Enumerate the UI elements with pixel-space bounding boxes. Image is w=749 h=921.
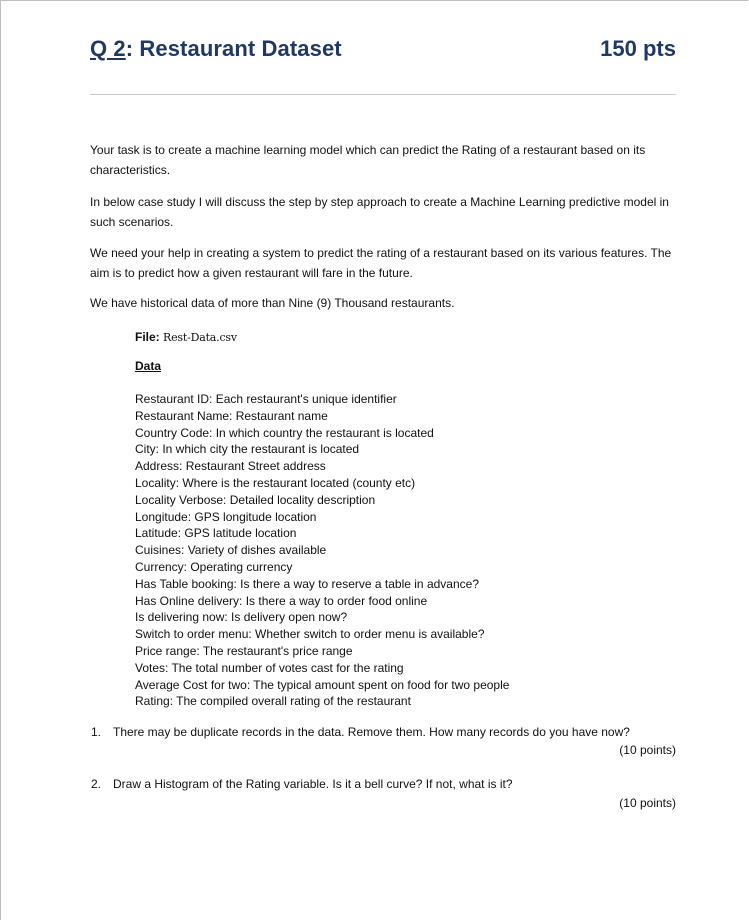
field-item: City: In which city the restaurant is located — [135, 442, 360, 457]
question-title — [90, 36, 342, 62]
field-item: Average Cost for two: The typical amount spent on food for two people — [135, 677, 510, 692]
question-1-points: (10 points) — [619, 743, 676, 757]
field-item: Has Table booking: Is there a way to reserve a table in advance? — [135, 576, 479, 591]
question-header — [90, 34, 676, 64]
question-1-number: 1. — [91, 725, 102, 739]
file-line: File: Rest-Data.csv — [135, 330, 237, 344]
field-item: Locality: Where is the restaurant located (county etc) — [135, 475, 416, 490]
question-title-text: : Restaurant Dataset — [125, 36, 342, 61]
field-item: Has Online delivery: Is there a way to order food online — [135, 593, 428, 608]
intro-paragraph-4: We have historical data of more than Nine (9) Thousand restaurants. — [90, 296, 455, 310]
field-item: Cuisines: Variety of dishes available — [135, 543, 327, 558]
question-2-points: (10 points) — [619, 796, 676, 810]
field-item: Longitude: GPS longitude location — [135, 509, 317, 524]
question-number: Q 2 — [90, 36, 126, 61]
field-item: Restaurant Name: Restaurant name — [135, 408, 328, 423]
question-2-text: Draw a Histogram of the Rating variable. Is it a bell curve? If not, what is it? — [113, 777, 513, 791]
field-item: Country Code: In which country the restaurant is located — [135, 425, 434, 440]
field-list — [135, 391, 509, 710]
intro-paragraph-2: In below case study I will discuss the step by step approach to create a Machine Learning predictive model in such scenarios. — [90, 195, 669, 229]
field-item: Restaurant ID: Each restaurant's unique identifier — [135, 392, 397, 406]
question-2 — [91, 777, 513, 791]
field-item: Switch to order menu: Whether switch to order menu is available? — [135, 627, 485, 642]
file-label: File — [135, 330, 156, 344]
header-divider — [90, 94, 676, 95]
field-item: Currency: Operating currency — [135, 559, 293, 574]
question-2-number: 2. — [91, 777, 102, 791]
field-item: Rating: The compiled overall rating of the restaurant — [135, 694, 411, 709]
field-item: Votes: The total number of votes cast for the rating — [135, 660, 404, 675]
file-name: Rest-Data.csv — [163, 331, 237, 344]
field-item: Address: Restaurant Street address — [135, 459, 326, 474]
question-1 — [91, 725, 630, 739]
field-item: Price range: The restaurant's price range — [135, 643, 353, 658]
intro-paragraph-3: We need your help in creating a system to predict the rating of a restaurant based on its various features. The aim is to predict how a given restaurant will fare in the future. — [90, 246, 672, 280]
field-item: Latitude: GPS latitude location — [135, 526, 297, 541]
question-points: 150 pts — [600, 36, 676, 61]
field-item: Is delivering now: Is delivery open now? — [135, 610, 348, 625]
data-heading: Data — [135, 359, 162, 373]
field-item: Locality Verbose: Detailed locality description — [135, 492, 376, 507]
intro-paragraph-1: Your task is to create a machine learning model which can predict the Rating of a restaurant based on its characteristics. — [90, 143, 646, 177]
question-1-text: There may be duplicate records in the data. Remove them. How many records do you have now? — [113, 725, 630, 739]
